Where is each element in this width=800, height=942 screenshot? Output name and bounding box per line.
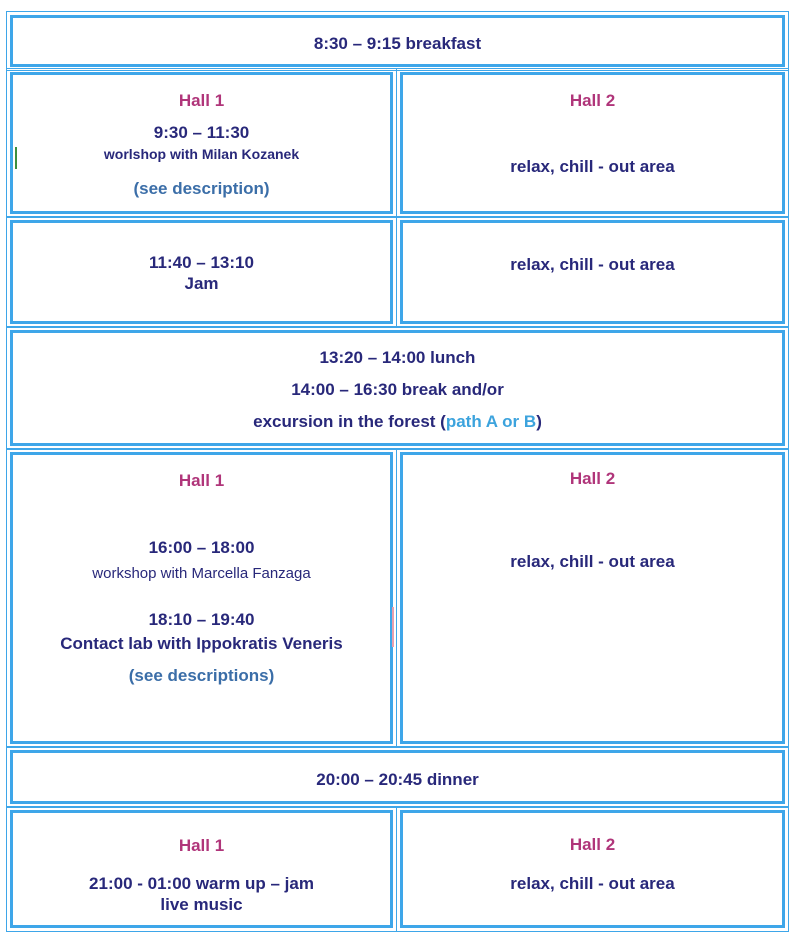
workshop-title: workshop with Marcella Fanzaga (92, 565, 311, 582)
relax-area-text: relax, chill - out area (510, 874, 675, 893)
hall-2-label: Hall 2 (569, 91, 616, 110)
pink-edge-mark (392, 607, 394, 647)
block3-hall2-cell (400, 452, 785, 744)
block4-hall1-cell (10, 810, 393, 928)
lunch-text: 13:20 – 14:00 lunch (319, 348, 476, 367)
hall-1-label: Hall 1 (178, 471, 225, 490)
block2-hall1-cell (10, 220, 393, 324)
block4-hall2-cell (400, 810, 785, 928)
hall-2-label: Hall 2 (569, 835, 616, 854)
dinner-text: 20:00 – 20:45 dinner (316, 770, 479, 789)
block3-hall1-cell (10, 452, 393, 744)
session-time: 18:10 – 19:40 (148, 610, 255, 629)
live-music-text: live music (160, 895, 243, 914)
excursion-text (13, 412, 782, 432)
see-description-note: (see description) (133, 179, 270, 198)
relax-area-text: relax, chill - out area (510, 157, 675, 176)
session-time: 9:30 – 11:30 (153, 123, 250, 142)
midday-cell (10, 330, 785, 446)
see-descriptions-note: (see descriptions) (128, 666, 275, 685)
excursion-suffix: ) (536, 412, 542, 431)
session-time: 11:40 – 13:10 (149, 253, 254, 272)
hall-1-label: Hall 1 (178, 91, 225, 110)
session-time: 21:00 - 01:00 warm up – jam (89, 874, 314, 893)
green-edge-mark (15, 147, 17, 169)
jam-text: Jam (184, 274, 219, 293)
excursion-path: path A or B (445, 412, 537, 431)
breakfast-cell (10, 15, 785, 67)
break-text: 14:00 – 16:30 break and/or (291, 380, 504, 399)
dinner-cell (10, 750, 785, 804)
relax-area-text: relax, chill - out area (510, 552, 675, 571)
session-time: 16:00 – 18:00 (148, 538, 255, 557)
block2-hall2-cell (400, 220, 785, 324)
workshop-title: worlshop with Milan Kozanek (103, 146, 300, 162)
hall-1-label: Hall 1 (178, 836, 225, 855)
relax-area-text: relax, chill - out area (510, 255, 675, 274)
excursion-prefix: excursion in the forest ( (253, 412, 446, 431)
hall-2-label: Hall 2 (569, 469, 616, 488)
contact-lab-title: Contact lab with Ippokratis Veneris (60, 634, 343, 653)
block1-hall1-cell (10, 72, 393, 214)
breakfast-text: 8:30 – 9:15 breakfast (313, 34, 482, 53)
block1-hall2-cell (400, 72, 785, 214)
